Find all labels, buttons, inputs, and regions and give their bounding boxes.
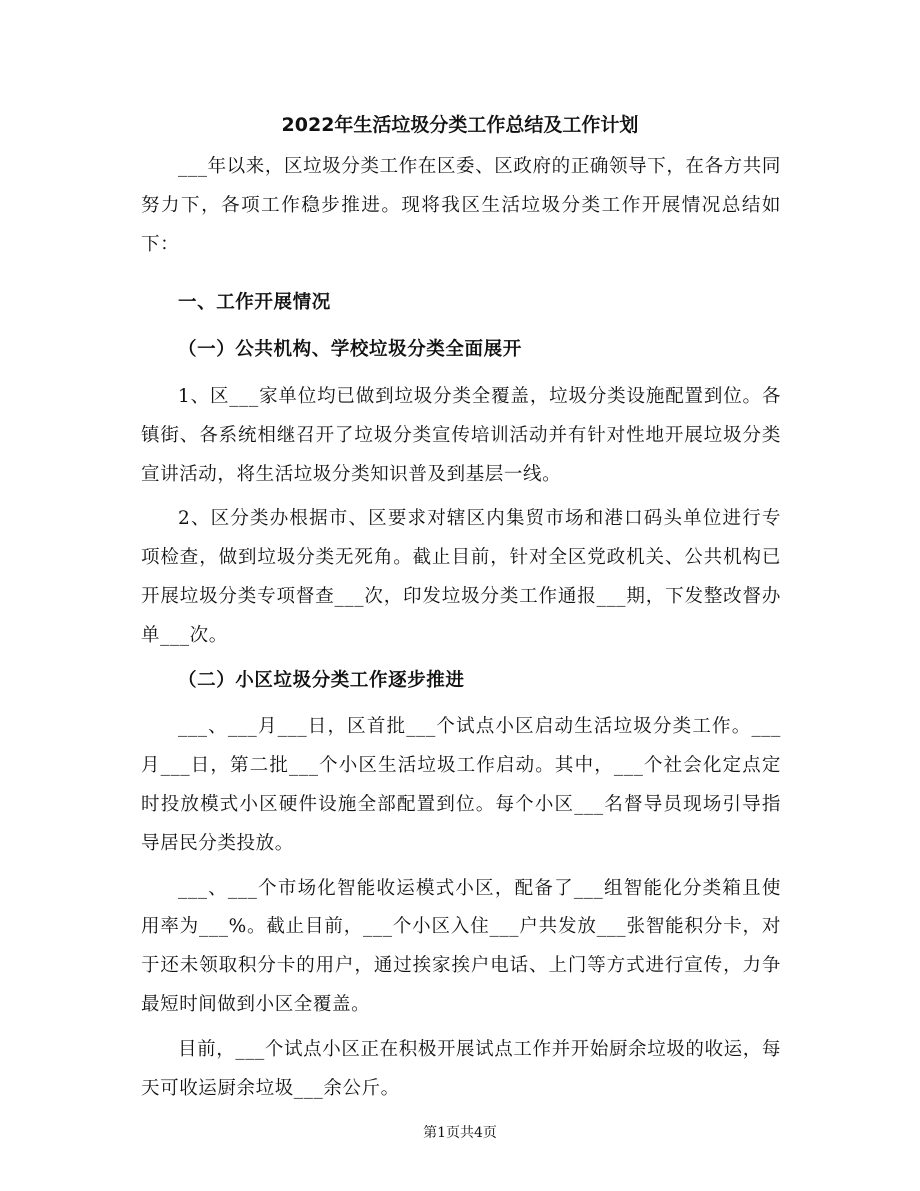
subsection-heading-1: （一）公共机构、学校垃圾分类全面展开: [178, 339, 522, 361]
paragraph-pilot-communities: ___、___月___日，区首批___个试点小区启动生活垃圾分类工作。___月___日，第二批___个小区生活垃圾工作启动。其中，___个社会化定点定时投放模式小区硬件设施全部配置到位。每个小区___名督导员现场引导指导居民分类投放。: [141, 716, 781, 854]
paragraph-item-1: 1、区___家单位均已做到垃圾分类全覆盖，垃圾分类设施配置到位。各镇街、各系统相继召开了垃圾分类宣传培训活动并有针对性地开展垃圾分类宣讲活动，将生活垃圾分类知识普及到基层一线。: [141, 385, 781, 485]
section-heading-1: 一、工作开展情况: [178, 292, 331, 314]
subsection-heading-2: （二）小区垃圾分类工作逐步推进: [178, 669, 465, 691]
paragraph-item-2: 2、区分类办根据市、区要求对辖区内集贸市场和港口码头单位进行专项检查，做到垃圾分类无死角。截止目前，针对全区党政机关、公共机构已开展垃圾分类专项督查___次，印发垃圾分类工作通报___期，下发整改督办单___次。: [141, 508, 781, 646]
paragraph-intro: ___年以来，区垃圾分类工作在区委、区政府的正确领导下，在各方共同努力下，各项工作稳步推进。现将我区生活垃圾分类工作开展情况总结如下：: [141, 156, 781, 255]
document-title: 2022年生活垃圾分类工作总结及工作计划: [281, 114, 639, 136]
document-body: [141, 148, 781, 1108]
page-footer: 第1页共4页: [423, 1125, 497, 1141]
paragraph-kitchen-waste: 目前，___个试点小区正在积极开展试点工作并开始厨余垃圾的收运，每天可收运厨余垃圾___余公斤。: [141, 1038, 781, 1099]
paragraph-smart-collection: ___、___个市场化智能收运模式小区，配备了___组智能化分类箱且使用率为___%。截止目前，___个小区入住___户共发放___张智能积分卡，对于还未领取积分卡的用户，通过挨家挨户电话、上门等方式进行宣传，力争最短时间做到小区全覆盖。: [141, 877, 781, 1015]
